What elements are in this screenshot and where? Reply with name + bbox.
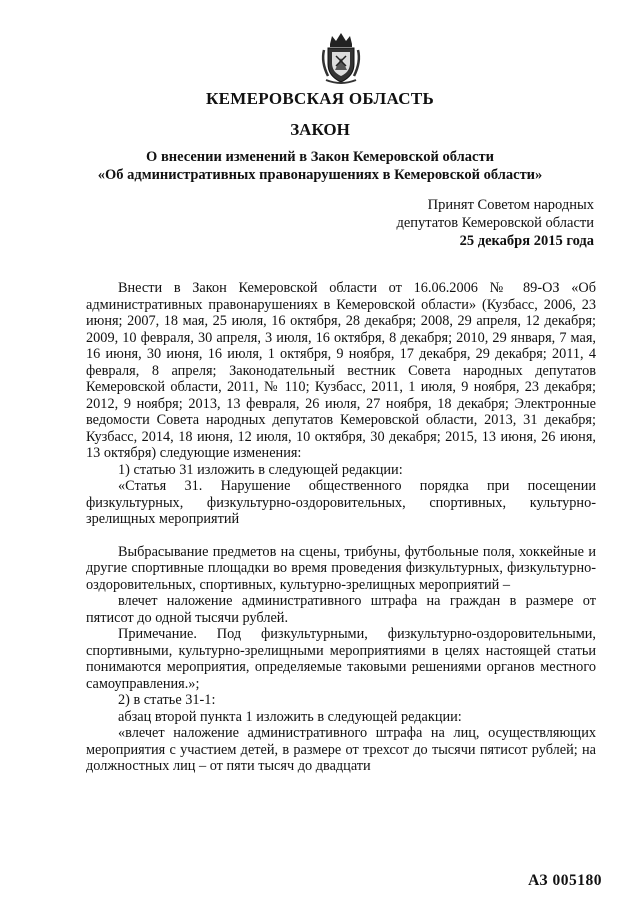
law-title [0,148,640,184]
adoption-date: 25 декабря 2015 года [459,233,594,249]
adoption-line-1: Принят Советом народных [427,197,594,213]
law-title-line-1: О внесении изменений в Закон Кемеровской области [146,149,494,165]
adoption-line-2: депутатов Кемеровской области [396,215,594,231]
coat-of-arms-icon [318,30,364,86]
item-1: 1) статью 31 изложить в следующей редакции: [118,461,403,478]
paragraph-note: Примечание. Под физкультурными, физкультурно-оздоровительными, спортивными, культурно-зрелищными мероприятиями в целях настоящей статьи понимаются мероприятия, определяемые таковыми решениями органов местного самоуправления.»; [86,626,596,692]
adoption-block [396,196,594,250]
intro-paragraph: Внести в Закон Кемеровской области от 16.06.2006 № 89-ОЗ «Об административных правонарушениях в Кемеровской области» (Кузбасс, 2006, 23 июня; 2007, 18 мая, 25 июля, 16 октября, 28 декабря; 2008, 29 апреля, 12 декабря; 2009, 10 февраля, 30 апреля, 3 июля, 16 октября, 8 декабря; 2010, 29 января, 7 мая, 16 июня, 30 июня, 16 июля, 1 октября, 9 ноября, 17 декабря, 29 декабря; 2011, 4 февраля, 8 апреля; Законодательный вестник Совета народных депутатов Кемеровской области, 2011, № 110; Кузбасс, 2011, 1 июля, 9 ноября, 23 декабря; 2012, 9 ноября; 2013, 13 февраля, 26 июля, 27 ноября, 18 декабря; Электронные ведомости Совета народных депутатов Кемеровской области, 2013, 31 декабря; Кузбасс, 2014, 18 июня, 12 июля, 10 октября, 30 декабря; 2015, 13 июня, 26 июня, 13 октября) следующие изменения: [86,280,596,461]
law-title-line-2: «Об административных правонарушениях в Кемеровской области» [97,167,543,183]
document-type-heading: ЗАКОН [290,120,350,139]
paragraph-fine: влечет наложение административного штрафа на граждан в размере от пятисот до одной тысячи рублей. [86,593,596,626]
region-heading: КЕМЕРОВСКАЯ ОБЛАСТЬ [206,89,434,108]
paragraph-abzac: абзац второй пункта 1 изложить в следующей редакции: [118,708,462,725]
law-body [86,280,596,775]
article-heading: «Статья 31. Нарушение общественного порядка при посещении физкультурных, физкультурно-оздоровительных, спортивных, культурно-зрелищных мероприятий [86,478,596,527]
document-number: АЗ 005180 [528,872,602,889]
paragraph-throwing: Выбрасывание предметов на сцены, трибуны, футбольные поля, хоккейные и другие спортивные площадки во время проведения физкультурных, физкультурно-оздоровительных, спортивных, культурно-зрелищных мероприятий – [86,543,596,593]
item-2: 2) в статье 31-1: [118,692,216,708]
paragraph-quote: «влечет наложение административного штрафа на лиц, осуществляющих мероприятия с участием детей, в размере от трехсот до тысячи пятисот рублей; на должностных лиц – от пяти тысяч до двадцати [86,725,596,774]
spacer [86,528,596,544]
